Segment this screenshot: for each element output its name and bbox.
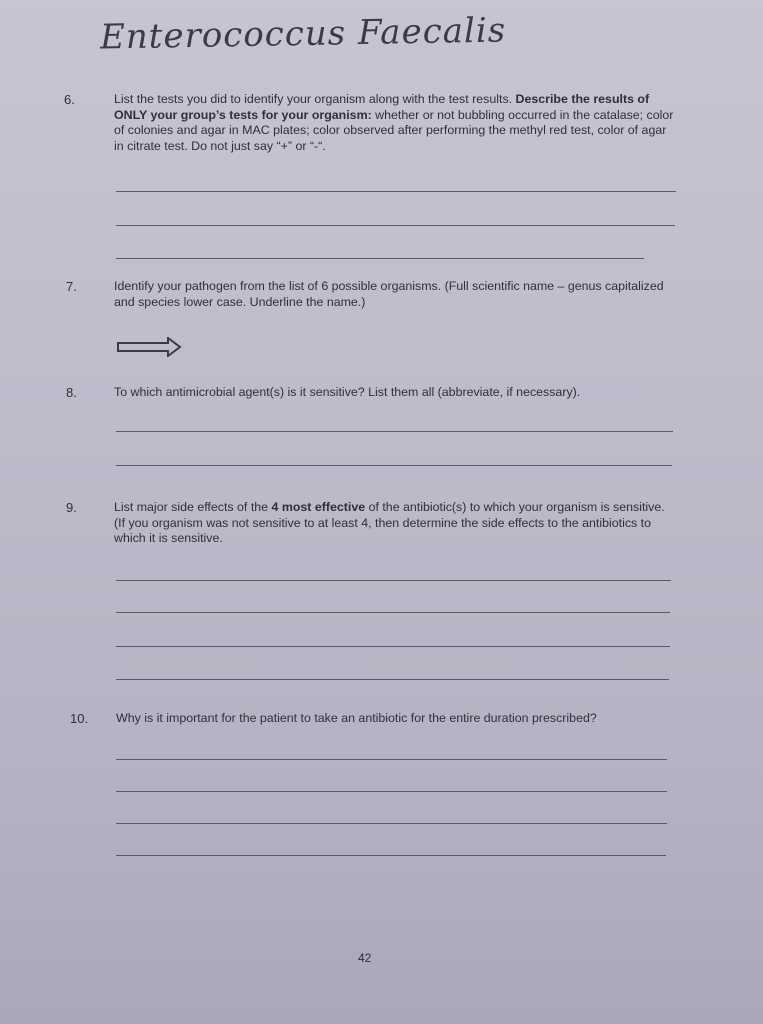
question-number: 9. bbox=[66, 500, 77, 515]
question-text: List the tests you did to identify your organism along with the test results. Describe the results of ONLY your group’s tests for your organism: whether or not bubbling occurred in the catalase; color of colonies and agar in MAC plates; color observed after performing the methyl red test, color of agar in citrate test. Do not just say “+” or “-“. bbox=[114, 92, 674, 153]
answer-line[interactable] bbox=[116, 855, 666, 856]
answer-line[interactable] bbox=[116, 759, 667, 760]
answer-line[interactable] bbox=[116, 465, 672, 466]
answer-line[interactable] bbox=[116, 191, 676, 192]
question-text: List major side effects of the 4 most effective of the antibiotic(s) to which your organism is sensitive. (If you organism was not sensitive to at least 4, then determine the side effects to the antibiotics to which it is sensitive. bbox=[114, 500, 665, 545]
answer-line[interactable] bbox=[116, 823, 667, 824]
handwritten-organism-name: Enterococcus Faecalis bbox=[99, 10, 507, 58]
answer-line[interactable] bbox=[116, 679, 669, 680]
question-number: 10. bbox=[70, 711, 89, 726]
question-number: 6. bbox=[64, 92, 75, 107]
answer-line[interactable] bbox=[116, 258, 644, 259]
answer-line[interactable] bbox=[116, 580, 671, 581]
question-number: 8. bbox=[66, 385, 77, 400]
question-text: Identify your pathogen from the list of 6 possible organisms. (Full scientific name – genus capitalized and species lower case. Underline the name.) bbox=[114, 279, 664, 309]
answer-line[interactable] bbox=[116, 225, 675, 226]
page-number: 42 bbox=[358, 951, 372, 965]
question-number: 7. bbox=[66, 279, 77, 294]
question-text: To which antimicrobial agent(s) is it sensitive? List them all (abbreviate, if necessary). bbox=[114, 385, 581, 399]
arrow-icon bbox=[116, 337, 182, 357]
answer-line[interactable] bbox=[116, 646, 670, 647]
question-text: Why is it important for the patient to take an antibiotic for the entire duration prescribed? bbox=[116, 711, 597, 725]
answer-line[interactable] bbox=[116, 431, 673, 432]
answer-line[interactable] bbox=[116, 791, 667, 792]
answer-line[interactable] bbox=[116, 612, 670, 613]
